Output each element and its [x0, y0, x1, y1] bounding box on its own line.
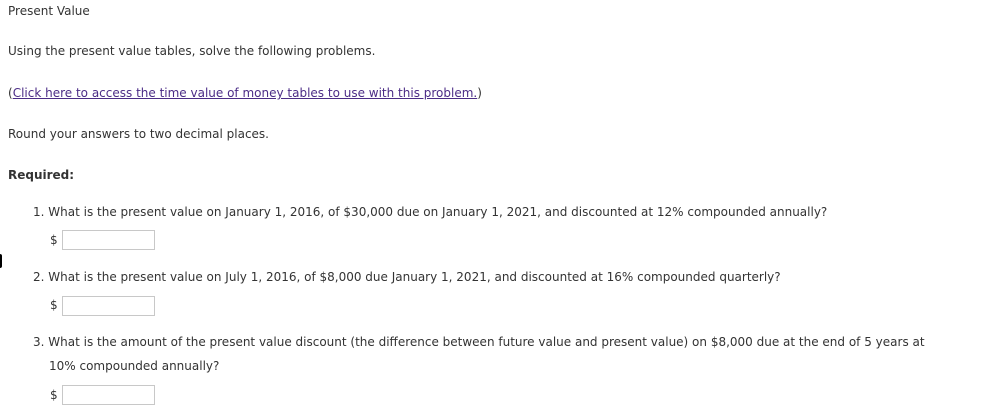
- question-3-text-continued: 10% compounded annually?: [49, 359, 220, 373]
- left-edge-marker: [0, 254, 2, 268]
- link-open-paren: (: [8, 86, 13, 100]
- question-2-text: 2. What is the present value on July 1, 2016, of $8,000 due January 1, 2021, and discounted at 16% compounded quarterly?: [33, 270, 781, 284]
- link-close-paren: ): [477, 86, 482, 100]
- rounding-instruction: Round your answers to two decimal places.: [8, 127, 269, 141]
- question-1-answer-input[interactable]: [62, 230, 155, 250]
- question-3-text: 3. What is the amount of the present value discount (the difference between future value and present value) on $8,000 due at the end of 5 years at: [33, 335, 925, 349]
- question-1-text: 1. What is the present value on January 1, 2016, of $30,000 due on January 1, 2021, and discounted at 12% compounded annually?: [33, 205, 828, 219]
- question-2-currency: $: [50, 298, 58, 312]
- question-3-currency: $: [50, 388, 58, 402]
- required-heading: Required:: [8, 168, 75, 182]
- question-1-currency: $: [50, 233, 58, 247]
- tables-link-line: [8, 86, 482, 100]
- question-3-answer-input[interactable]: [62, 385, 155, 405]
- intro-text: Using the present value tables, solve the following problems.: [8, 44, 376, 58]
- page-title: Present Value: [8, 4, 90, 18]
- question-2-answer-input[interactable]: [62, 296, 155, 316]
- time-value-tables-link[interactable]: Click here to access the time value of money tables to use with this problem.: [12, 86, 478, 100]
